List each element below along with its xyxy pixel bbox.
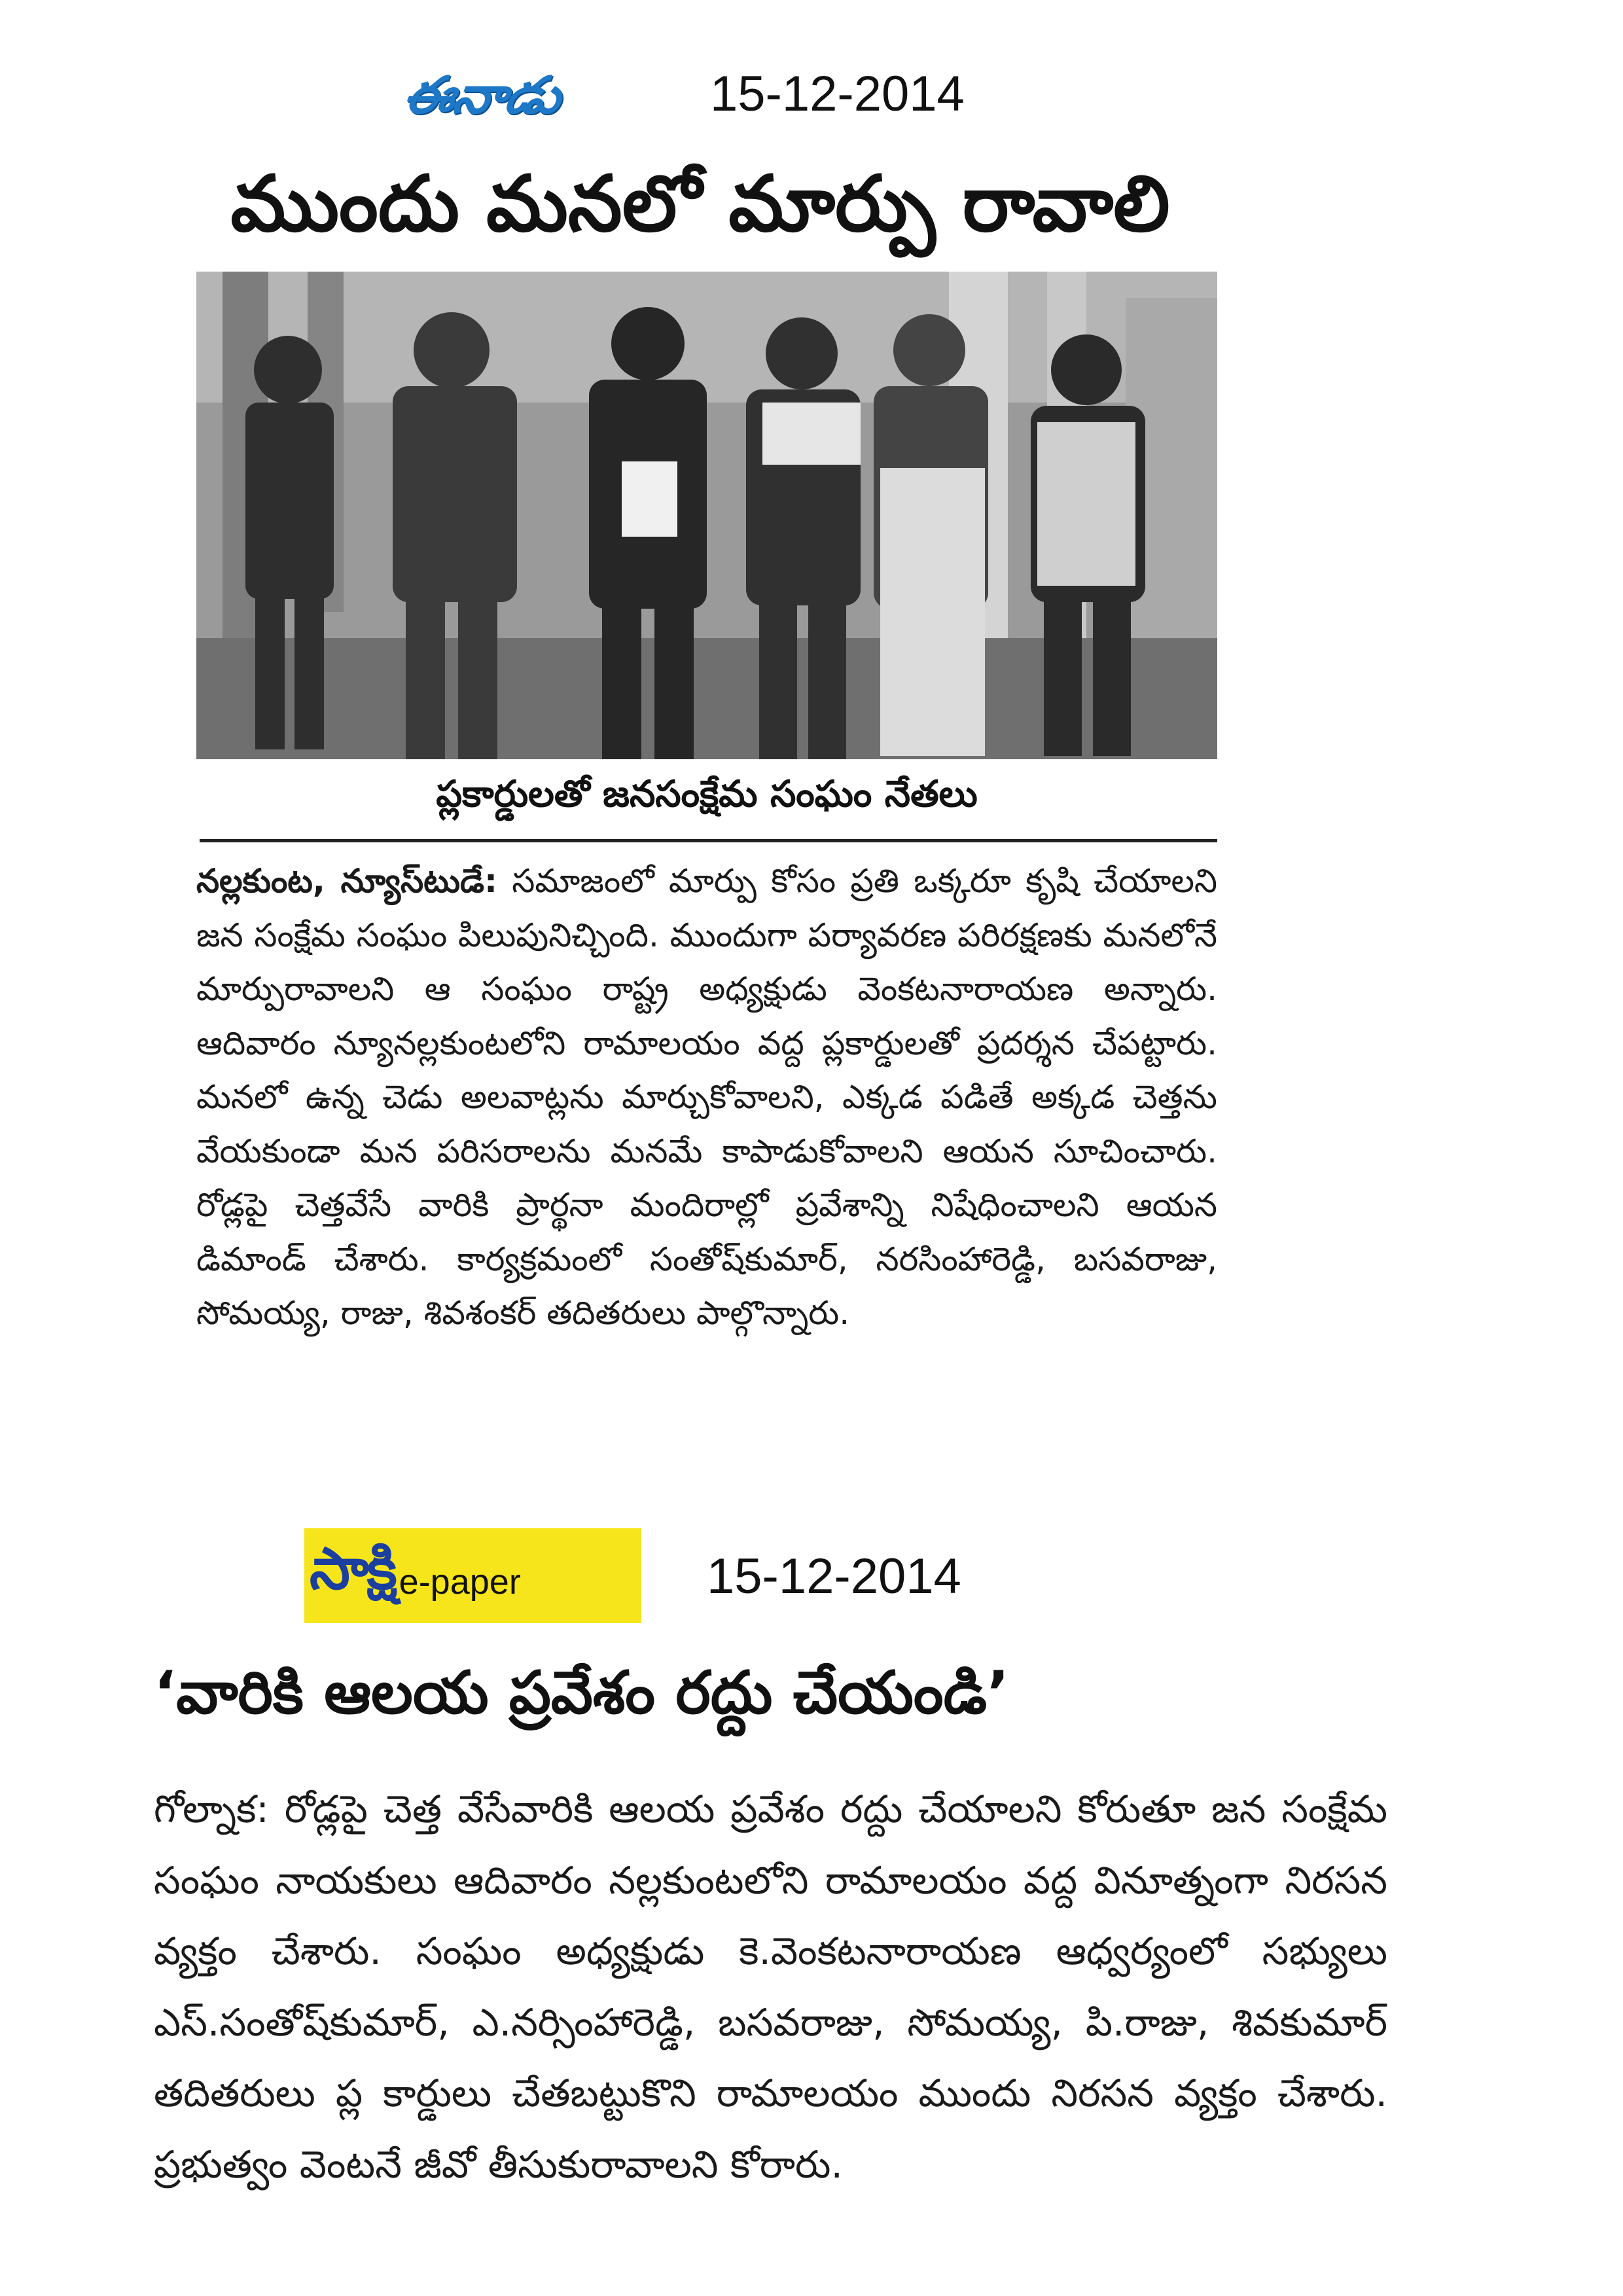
eenadu-article-body [196, 854, 1217, 1340]
eenadu-body-text: సమాజంలో మార్పు కోసం ప్రతి ఒక్కరూ కృషి చేయాలని జన సంక్షేమ సంఘం పిలుపునిచ్చింది. ముందుగా పర్యావరణ పరిరక్షణకు మనలోనే మార్పురావాలని ఆ సంఘం రాష్ట్ర అధ్యక్షుడు వెంకటనారాయణ అన్నారు. ఆదివారం న్యూనల్లకుంటలోని రామాలయం వద్ద ప్లకార్డులతో ప్రదర్శన చేపట్టారు. మనలో ఉన్న చెడు అలవాట్లను మార్చుకోవాలని, ఎక్కడ పడితే అక్కడ చెత్తను వేయకుండా మన పరిసరాలను మనమే కాపాడుకోవాలని ఆయన సూచించారు. రోడ్లపై చెత్తవేసే వారికి ప్రార్థనా మందిరాల్లో ప్రవేశాన్ని నిషేధించాలని ఆయన డిమాండ్ చేశారు. కార్యక్రమంలో సంతోష్‌కుమార్, నరసింహారెడ్డి, బసవరాజు, సోమయ్య, రాజు, శివశంకర్ తదితరులు పాల్గొన్నారు. [196, 862, 1217, 1332]
sakshi-dateline: గోల్నాక: [154, 1787, 269, 1831]
eenadu-headline: ముందు మనలో మార్పు రావాలి [230, 158, 1170, 249]
sakshi-article-body [154, 1774, 1387, 2200]
eenadu-date: 15-12-2014 [710, 66, 965, 122]
sakshi-logo-text: సాక్షి [310, 1535, 395, 1602]
eenadu-dateline: నల్లకుంట, న్యూస్‌టుడే: [196, 862, 498, 900]
photo-caption: ప్లకార్డులతో జనసంక్షేమ సంఘం నేతలు [436, 772, 978, 816]
sakshi-logo [304, 1528, 641, 1623]
sakshi-headline: ‘వారికి ఆలయ ప్రవేశం రద్దు చేయండి’ [154, 1659, 1010, 1727]
news-photo [196, 272, 1217, 759]
sakshi-body-text: రోడ్లపై చెత్త వేసేవారికి ఆలయ ప్రవేశం రద్దు చేయాలని కోరుతూ జన సంక్షేమ సంఘం నాయకులు ఆదివారం నల్లకుంటలోని రామాలయం వద్ద వినూత్నంగా నిరసన వ్యక్తం చేశారు. సంఘం అధ్యక్షుడు కె.వెంకటనారాయణ ఆధ్వర్యంలో సభ్యులు ఎస్.సంతోష్‌కుమార్, ఎ.నర్సింహారెడ్డి, బసవరాజు, సోమయ్య, పి.రాజు, శివకుమార్ తదితరులు ప్ల కార్డులు చేతబట్టుకొని రామాలయం ముందు నిరసన వ్యక్తం చేశారు. ప్రభుత్వం వెంటనే జీవో తీసుకురావాలని కోరారు. [154, 1787, 1387, 2187]
divider [200, 839, 1217, 842]
sakshi-logo-suffix: e-paper [399, 1562, 521, 1602]
sakshi-date: 15-12-2014 [707, 1549, 961, 1604]
eenadu-logo: ఈనాడు [400, 65, 564, 125]
